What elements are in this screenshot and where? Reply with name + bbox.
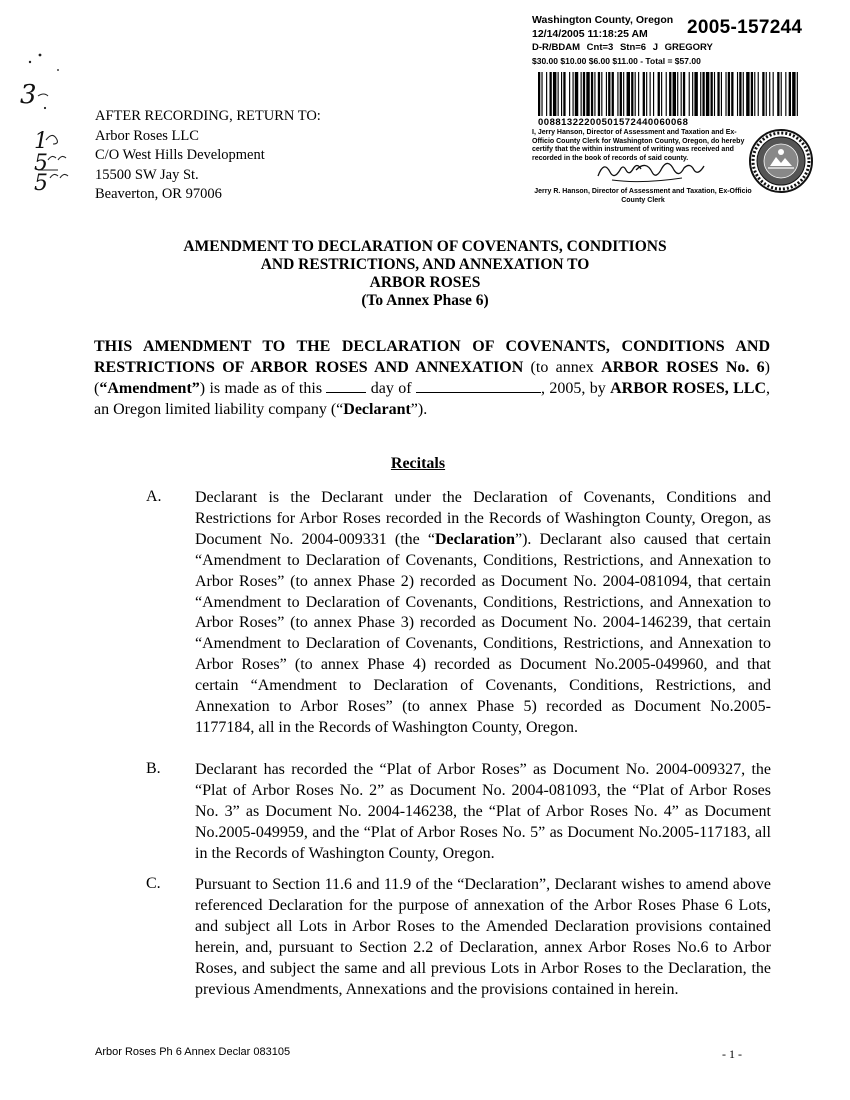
clerk-signature: [592, 154, 712, 188]
page-number: - 1 -: [722, 1047, 742, 1061]
recording-codes: D-R/BDAM Cnt=3 Stn=6 J GREGORY: [532, 42, 713, 53]
title-subtitle: (To Annex Phase 6): [361, 292, 489, 309]
recording-county: Washington County, Oregon: [532, 14, 674, 26]
recital-a-part: Declarant is the Declarant under the Declaration of Covenants, Conditions and Restrictions for Arbor Roses recorded in the Records of Washington County, Oregon, as Document No. 2004-009331 (the “: [195, 489, 771, 548]
intro-text: ”).: [410, 401, 428, 418]
barcode: [538, 72, 800, 116]
month-blank: [416, 380, 541, 393]
title-line: AMENDMENT TO DECLARATION OF COVENANTS, CONDITIONS: [183, 238, 667, 255]
recording-datetime: 12/14/2005 11:18:25 AM: [532, 28, 648, 40]
document-title: [0, 238, 850, 310]
handwritten-margin-notes: [0, 0, 90, 230]
return-line: Beaverton, OR 97006: [95, 186, 222, 202]
intro-text: , an Oregon limited liability company (“: [94, 380, 771, 418]
intro-text: , 2005, by: [541, 380, 611, 397]
recital-a-bold: Declaration: [434, 530, 515, 548]
hand-note-1: 3: [20, 80, 37, 110]
recital-a-text: [195, 488, 771, 739]
hand-note-4: 5: [34, 171, 48, 196]
recital-letter: C.: [146, 875, 161, 892]
recording-document-number: 2005-157244: [687, 17, 803, 38]
intro-bold-plat: ARBOR ROSES No. 6: [601, 359, 765, 376]
footer-document-reference: Arbor Roses Ph 6 Annex Declar 083105: [95, 1046, 291, 1058]
county-seal: [748, 128, 814, 194]
intro-text: (to annex: [523, 359, 602, 376]
title-line: ARBOR ROSES: [369, 274, 481, 291]
barcode-number: 00881322200501572440060068: [538, 117, 689, 128]
intro-bold-declarant-name: ARBOR ROSES, LLC: [610, 380, 767, 397]
intro-bold-amendment: “Amendment”: [99, 380, 200, 397]
return-address-block: [95, 107, 321, 205]
intro-bold-heading: THIS AMENDMENT TO THE DECLARATION OF COVENANTS, CONDITIONS AND RESTRICTIONS OF ARBOR ROSES AND ANNEXATION: [94, 338, 770, 376]
intro-paragraph: [94, 336, 770, 420]
recital-b-text: Declarant has recorded the “Plat of Arbor Roses” as Document No. 2004-009327, the “Plat of Arbor Roses No. 2” as Document No. 2004-081093, the “Plat of Arbor Roses No. 3” as Document No. 2004-146238, the “Plat of Arbor Roses No. 4” as Document No.2005-049959, and the “Plat of Arbor Roses No. 5” as Document No.2005-117183, all in the Records of Washington County, Oregon.: [195, 761, 771, 862]
return-line: 15500 SW Jay St.: [95, 166, 199, 183]
hand-note-2: 1: [34, 129, 48, 154]
recital-letter: A.: [146, 488, 162, 505]
hand-note-3: 5: [34, 151, 48, 176]
clerk-certification: I, Jerry Hanson, Director of Assessment and Taxation and Ex-Officio County Clerk for Washington County, Oregon, do hereby certify that the within instrument of writing was received and recorded in the book of records of said county.: [532, 129, 745, 162]
recitals-heading: Recitals: [390, 455, 446, 472]
return-line: Arbor Roses LLC: [95, 127, 199, 144]
day-blank: [326, 380, 366, 393]
title-line: AND RESTRICTIONS, AND ANNEXATION TO: [260, 256, 590, 273]
intro-bold-declarant: Declarant: [343, 401, 411, 418]
return-line: C/O West Hills Development: [95, 147, 265, 163]
clerk-name: Jerry R. Hanson, Director of Assessment and Taxation, Ex-Officio County Clerk: [534, 188, 752, 204]
intro-text: ) (: [94, 359, 770, 397]
recital-letter: B.: [146, 760, 161, 777]
intro-text: day of: [366, 380, 416, 397]
return-heading: AFTER RECORDING, RETURN TO:: [95, 108, 321, 124]
intro-text: ) is made as of this: [199, 380, 327, 397]
recital-c-text: Pursuant to Section 11.6 and 11.9 of the “Declaration”, Declarant wishes to amend above referenced Declaration for the purpose of annexation of the Arbor Roses Phase 6 Lots, and subject all Lots in Arbor Roses to the Amended Declaration provisions contained herein, and, pursuant to Section 2.2 of Declaration, annex Arbor Roses No.6 to Arbor Roses, and subject the same and all previous Lots in Arbor Roses to the Declaration, the previous Amendments, Annexations and the provisions contained in herein.: [195, 876, 771, 998]
recital-a-part: ”). Declarant also caused that certain “Amendment to Declaration of Covenants, Conditions, Restrictions, and Annexation to Arbor Roses” (to annex Phase 2) recorded as Document No. 2004-081094, that certain “Amendment to Declaration of Covenants, Conditions, Restrictions, and Annexation to Arbor Roses” (to annex Phase 3) recorded as Document No. 2004-146239, that certain “Amendment to Declaration of Covenants, Conditions, Restrictions, and Annexation to Arbor Roses” (to annex Phase 4) recorded as Document No.2005-049960, and that certain “Amendment to Declaration of Covenants, Conditions, Restrictions, and Annexation to Arbor Roses” (to annex Phase 5) recorded as Document No.2005-1177184, all in the Records of Washington County, Oregon.: [195, 530, 771, 736]
recording-fees: $30.00 $10.00 $6.00 $11.00 - Total = $57.00: [532, 56, 701, 66]
